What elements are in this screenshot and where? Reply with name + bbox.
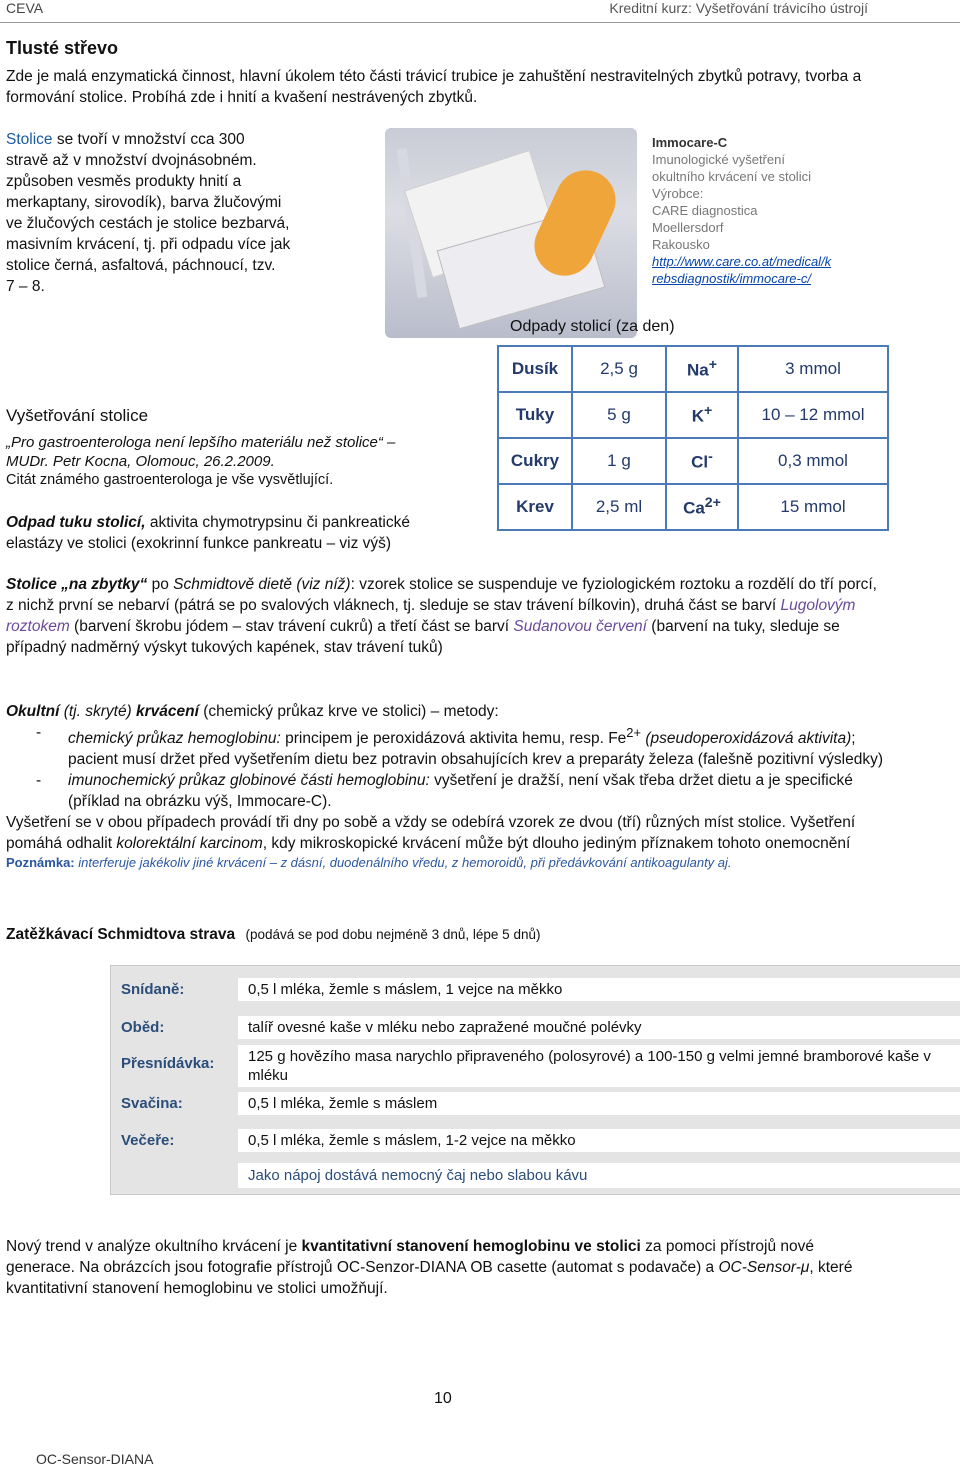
lugol-term: Lugolovým roztokem	[6, 597, 856, 635]
trend-paragraph: Nový trend v analýze okultního krvácení je kvantitativní stanovení hemoglobinu ve stolici za pomoci přístrojů nové generace. Na obrázcích jsou fotografie přístrojů OC-Senzor-DIANA OB casette (automat s podavače) a OC-Sensor-μ, které kvantitativní stanovení hemoglobinu ve stolici umožňují.	[6, 1238, 853, 1297]
stool-line: se tvoří v množství cca 300	[56, 131, 245, 148]
cell-amount: 1 g	[572, 438, 666, 484]
table-row	[498, 346, 888, 392]
stool-line: ve žlučových cestách je stolice bezbarvá,	[6, 215, 290, 232]
exam-title: Vyšetřování stolice	[6, 406, 149, 425]
fat-rest: aktivita chymotrypsinu či pankreatické	[145, 514, 410, 531]
diet-value: 0,5 l mléka, žemle s máslem, 1 vejce na měkko	[238, 978, 960, 1001]
leftovers-paragraph: Stolice „na zbytky“ po Schmidtově dietě (viz níž): vzorek stolice se suspenduje ve fyziologickém roztoku a rozdělí do tří porcí, z nichž první se nebarví (pátrá se po svalových vláknech, tj. sleduje se stav trávení bílkovin), druhá část se barví Lugolovým roztokem (barvení škrobu jódem – stav trávení cukrů) a třetí část se barví Sudanovou červení (barvení na tuky, sleduje se případný nadměrný výskyt tukových kapének, stav trávení tuků)	[6, 576, 877, 656]
diet-label: Svačina:	[121, 1095, 183, 1112]
immocare-line: CARE diagnostica	[652, 203, 758, 218]
diet-label: Snídaně:	[121, 981, 185, 998]
immocare-line: Imunologické vyšetření	[652, 152, 785, 167]
diet-title: Zatěžkávací Schmidtova strava	[6, 926, 236, 943]
diet-heading	[6, 926, 540, 944]
immocare-line: Moellersdorf	[652, 220, 724, 235]
quote	[6, 433, 395, 471]
footer-caption: OC-Sensor-DIANA	[36, 1451, 154, 1467]
cell-name: Cukry	[498, 438, 572, 484]
method-item: - imunochemický průkaz globinové části hemoglobinu: vyšetření je dražší, není však třeba držet dietu a je specifické (příklad na obrázku výš, Immocare-C).	[36, 772, 853, 811]
fat-line: elastázy ve stolici (exokrinní funkce pankreatu – viz výš)	[6, 535, 392, 552]
cell-value: 15 mmol	[738, 484, 888, 530]
header-right: Kreditní kurz: Vyšetřování trávicího ústrojí	[609, 0, 868, 16]
header-divider	[0, 22, 960, 23]
quote-line: „Pro gastroenterologa není lepšího materiálu než stolice“ –	[6, 434, 396, 451]
immocare-link-cont[interactable]: rebsdiagnostik/immocare-c/	[652, 271, 811, 286]
method-item: - chemický průkaz hemoglobinu: principem je peroxidázová aktivita hemu, resp. $Fe^{2+}$ (pseudoperoxidázová aktivita); pacient musí držet před vyšetřením dietu bez potravin obsahujících krev a preparáty železa (falešně pozitivní výsledky)	[36, 724, 884, 769]
cell-name: Krev	[498, 484, 572, 530]
quote-comment: Citát známého gastroenterologa je vše vysvětlující.	[6, 472, 334, 488]
fat-paragraph	[6, 512, 486, 554]
diet-table	[110, 965, 960, 1195]
diet-value: 125 g hovězího masa narychlo připraveného (polosyrové) a 100-150 g velmi jemné bramborové kaše v mléku	[238, 1045, 960, 1087]
diet-value: talíř ovesné kaše v mléku nebo zapražené moučné polévky	[238, 1016, 960, 1039]
stool-line: masivním krvácení, tj. při odpadu více jak	[6, 236, 291, 253]
cell-ion: Cl-	[666, 438, 738, 484]
cell-ion: Na+	[666, 346, 738, 392]
cell-amount: 2,5 ml	[572, 484, 666, 530]
cell-amount: 5 g	[572, 392, 666, 438]
diet-value: 0,5 l mléka, žemle s máslem	[238, 1092, 960, 1115]
fat-lead: Odpad tuku stolicí,	[6, 514, 146, 531]
diet-drink: Jako nápoj dostává nemocný čaj nebo slabou kávu	[238, 1163, 960, 1188]
page-number: 10	[434, 1390, 452, 1407]
diet-label: Večeře:	[121, 1132, 175, 1149]
cell-ion: $Ca^{2+}$	[666, 484, 738, 530]
leftovers-lead: Stolice „na zbytky“	[6, 576, 148, 593]
stool-line: stolice černá, asfaltová, páchnoucí, tzv.	[6, 257, 276, 274]
section-title-colon: Tlusté střevo	[6, 38, 119, 58]
stool-lead: Stolice	[6, 131, 53, 148]
stool-line: způsoben vesměs produkty hnití a	[6, 173, 242, 190]
diet-value: 0,5 l mléka, žemle s máslem, 1-2 vejce na měkko	[238, 1129, 960, 1152]
diet-subtitle: (podává se pod dobu nejméně 3 dnů, lépe 5 dnů)	[245, 927, 541, 942]
table-row	[498, 392, 888, 438]
stool-line: stravě až v množství dvojnásobném.	[6, 152, 257, 169]
waste-table	[497, 345, 889, 531]
immocare-line: okultního krvácení ve stolici	[652, 169, 811, 184]
header-left: CEVA	[6, 0, 44, 16]
table-title: Odpady stolicí (za den)	[510, 318, 675, 335]
cell-name: Tuky	[498, 392, 572, 438]
cell-value: 10 – 12 mmol	[738, 392, 888, 438]
stool-line: merkaptany, sirovodík), barva žlučovými	[6, 194, 282, 211]
diet-label: Oběd:	[121, 1019, 165, 1036]
immocare-product-photo	[385, 128, 637, 338]
immocare-link[interactable]: http://www.care.co.at/medical/k	[652, 254, 832, 269]
note: Poznámka: interferuje jakékoliv jiné krvácení – z dásní, duodenálního vředu, z hemoroidů, při předávkování antikoagulanty aj.	[6, 855, 732, 871]
sudan-term: Sudanovou červení	[513, 618, 647, 635]
colon-text: Zde je malá enzymatická činnost, hlavní úkolem této části trávicí trubice je zahuštění nestravitelných zbytků potravy, tvorba a formování stolice. Probíhá zde i hnití a kvašení nestrávených zbytků.	[6, 68, 862, 106]
stool-line: 7 – 8.	[6, 278, 45, 295]
cell-name: Dusík	[498, 346, 572, 392]
immocare-line: Rakousko	[652, 237, 710, 252]
immocare-title: Immocare-C	[652, 135, 728, 150]
cell-value: 0,3 mmol	[738, 438, 888, 484]
cell-value: 3 mmol	[738, 346, 888, 392]
immocare-line: Výrobce:	[652, 186, 704, 201]
diet-label: Přesnídávka:	[121, 1055, 215, 1072]
quote-line: MUDr. Petr Kocna, Olomouc, 26.2.2009.	[6, 453, 275, 470]
stool-paragraph	[6, 129, 346, 297]
immocare-info	[652, 134, 870, 287]
table-row	[498, 484, 888, 530]
occult-paragraph: Okultní (tj. skryté) krvácení (chemický průkaz krve ve stolici) – metody: - chemický průkaz hemoglobinu: principem je peroxidázová aktivita hemu, resp. $Fe^{2+}$ (pseudoperoxidázová aktivita); pacient musí držet před vyšetřením dietu bez potravin obsahujících krev a preparáty železa (falešně pozitivní výsledky) - imunochemický průkaz globinové části hemoglobinu: vyšetření je dražší, není však třeba držet dietu a je specifické (příklad na obrázku výš, Immocare-C). Vyšetření se v obou případech provádí tři dny po sobě a vždy se odebírá vzorek ze dvou (tří) různých míst stolice. Vyšetření pomáhá odhalit kolorektální karcinom, kdy mikroskopické krvácení může být dlouho jediným příznakem tohoto onemocnění Poznámka: interferuje jakékoliv jiné krvácení – z dásní, duodenálního vředu, z hemoroidů, při předávkování antikoagulanty aj.	[6, 701, 886, 872]
cell-amount: 2,5 g	[572, 346, 666, 392]
table-row	[498, 438, 888, 484]
cell-ion: K+	[666, 392, 738, 438]
